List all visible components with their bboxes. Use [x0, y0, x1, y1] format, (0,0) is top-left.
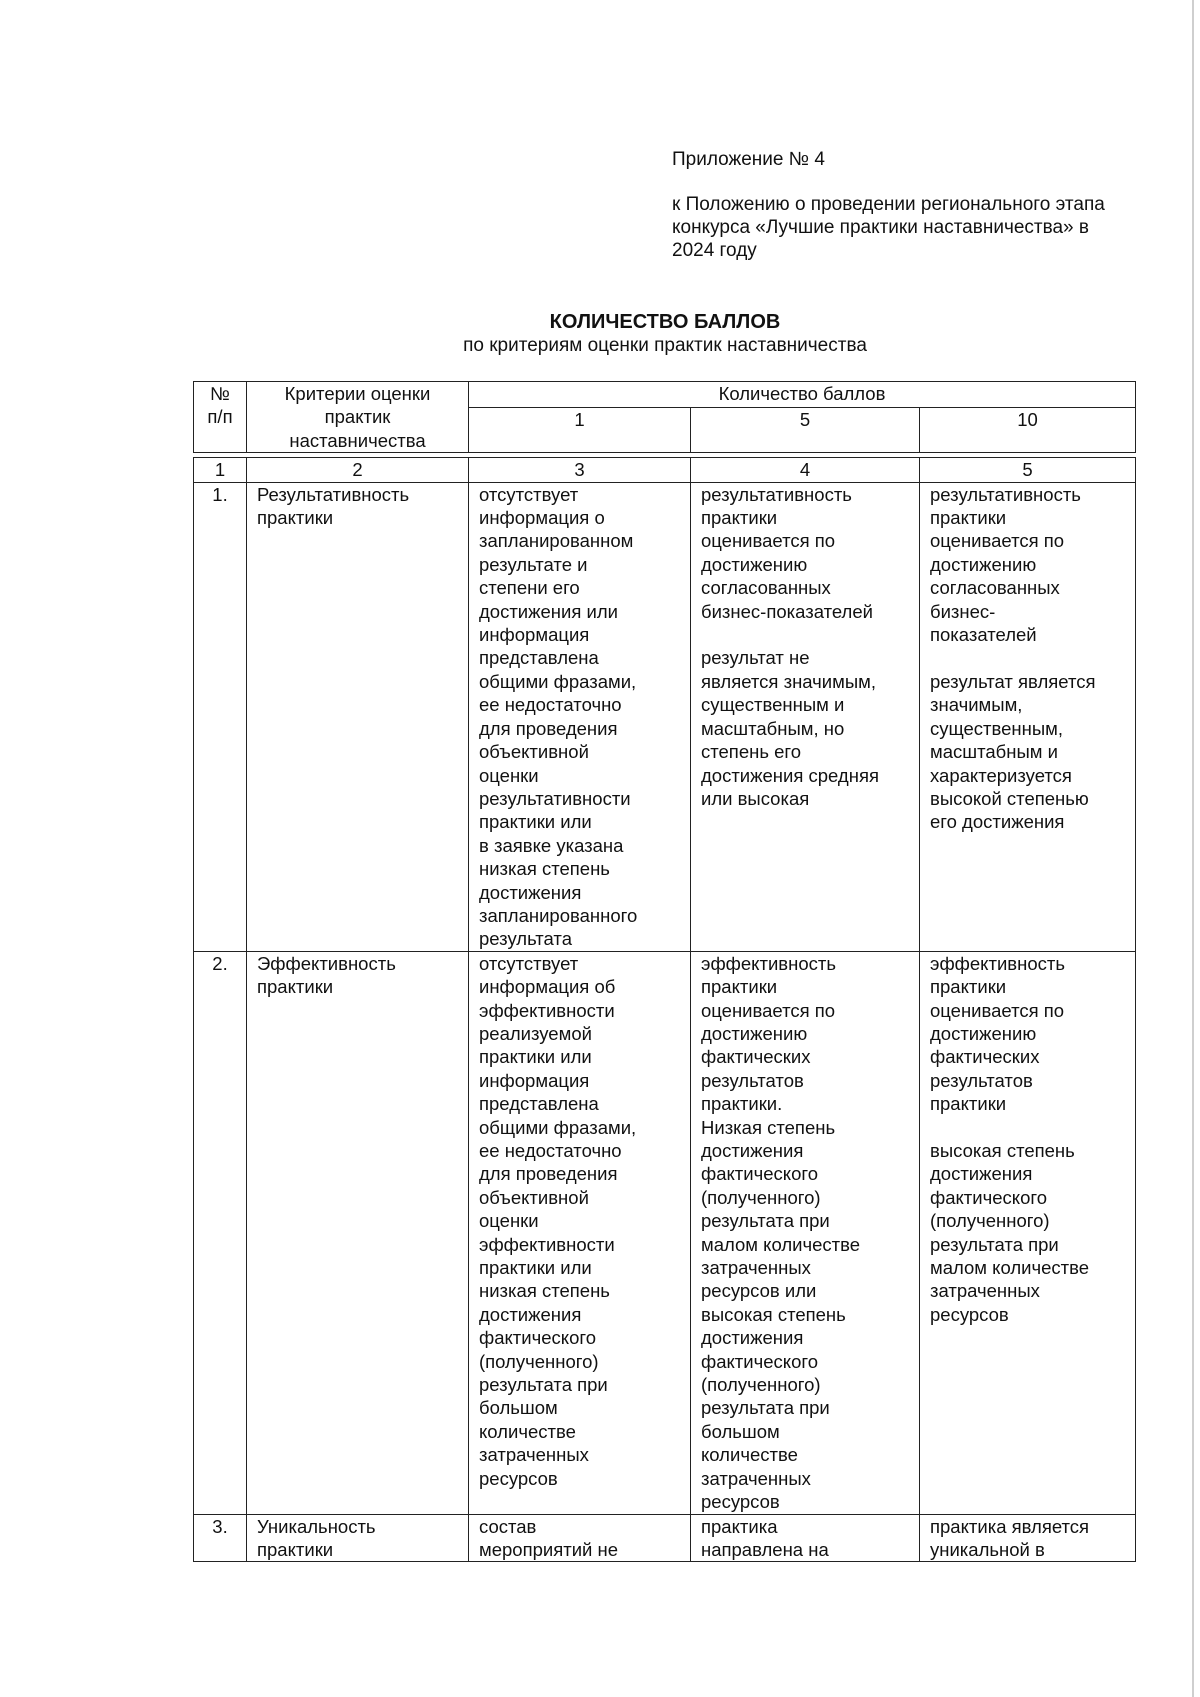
criteria-table — [193, 381, 1136, 1562]
row-number: 1. — [194, 482, 247, 951]
row-score-10: эффективность практики оценивается по достижению фактических результатов практики высокая степень достижения фактического (полученного) результата при малом количестве затраченных ресурсов — [920, 951, 1136, 1514]
row-score-5: эффективность практики оценивается по достижению фактических результатов практики. Низкая степень достижения фактического (полученного) результата при малом количестве затраченных ресурсов или высокая степень достижения фактического (полученного) результата при большом количестве затраченных ресурсов — [691, 951, 920, 1514]
header-score-1: 1 — [469, 408, 691, 453]
header-number: № п/п — [194, 382, 247, 453]
header-criteria: Критерии оценки практик наставничества — [247, 382, 469, 453]
row-number: 3. — [194, 1514, 247, 1562]
column-number: 3 — [469, 458, 691, 482]
column-number: 2 — [247, 458, 469, 482]
row-criterion: Уникальность практики — [247, 1514, 469, 1562]
column-number: 4 — [691, 458, 920, 482]
row-score-10: практика является уникальной в — [920, 1514, 1136, 1562]
row-criterion: Эффективность практики — [247, 951, 469, 1514]
table-row — [194, 1514, 1136, 1562]
header-score-5: 5 — [691, 408, 920, 453]
title-main: КОЛИЧЕСТВО БАЛЛОВ — [549, 311, 781, 333]
document-title — [195, 310, 1135, 357]
row-score-1: отсутствует информация об эффективности реализуемой практики или информация представлена общими фразами, ее недостаточно для проведения объективной оценки эффективности практики или низкая степень достижения фактического (полученного) результата при большом количестве затраченных ресурсов — [469, 951, 691, 1514]
table-row — [194, 482, 1136, 951]
row-score-10: результативность практики оценивается по достижению согласованных бизнес- показателей результат является значимым, существенным, масштабным и характеризуется высокой степенью его достижения — [920, 482, 1136, 951]
row-score-5: практика направлена на — [691, 1514, 920, 1562]
appendix-reference: к Положению о проведении регионального этапа конкурса «Лучшие практики наставничества» в 2024 году — [672, 194, 1105, 261]
page-edge-line — [1192, 0, 1194, 1697]
row-score-5: результативность практики оценивается по достижению согласованных бизнес-показателей результат не является значимым, существенным и масштабным, но степень его достижения средняя или высокая — [691, 482, 920, 951]
appendix-block — [672, 148, 1132, 262]
appendix-number: Приложение № 4 — [672, 149, 825, 170]
row-score-1: состав мероприятий не — [469, 1514, 691, 1562]
title-subtitle: по критериям оценки практик наставничества — [463, 335, 867, 356]
column-number: 5 — [920, 458, 1136, 482]
column-number-row — [194, 458, 1136, 482]
row-criterion: Результативность практики — [247, 482, 469, 951]
header-score-10: 10 — [920, 408, 1136, 453]
header-points: Количество баллов — [469, 382, 1136, 408]
row-score-1: отсутствует информация о запланированном результате и степени его достижения или информация представлена общими фразами, ее недостаточно для проведения объективной оценки результативности практики или в заявке указана низкая степень достижения запланированного результата — [469, 482, 691, 951]
column-number: 1 — [194, 458, 247, 482]
row-number: 2. — [194, 951, 247, 1514]
table-row — [194, 951, 1136, 1514]
table-header-row — [194, 382, 1136, 408]
